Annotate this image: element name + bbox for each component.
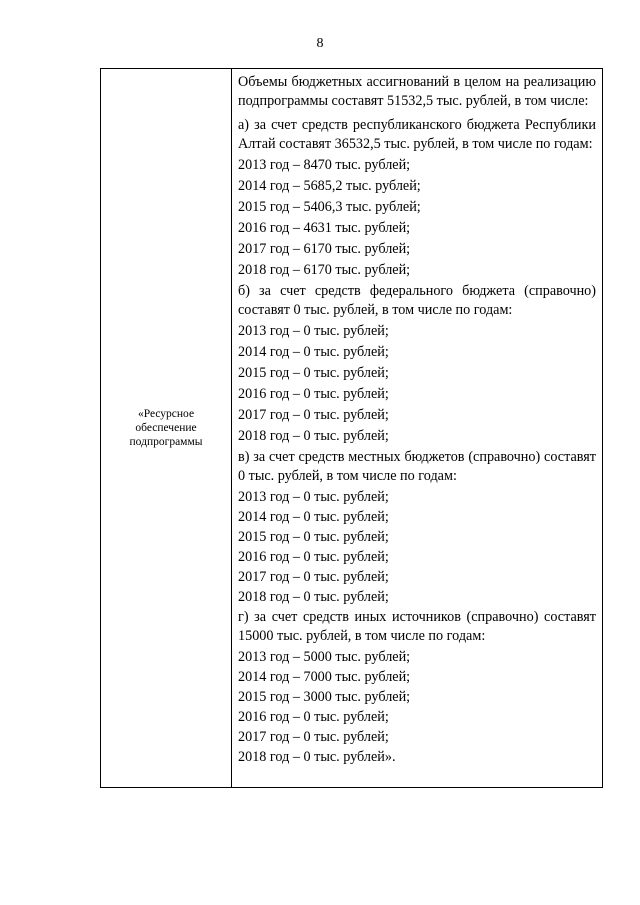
year-line: 2017 год – 0 тыс. рублей; xyxy=(238,569,389,585)
section-heading-b: б) за счет средств федерального бюджета (справочно) составят 0 тыс. рублей, в том числе по годам: xyxy=(238,283,596,318)
year-line: 2014 год – 5685,2 тыс. рублей; xyxy=(238,178,421,194)
section-heading-a: а) за счет средств республиканского бюджета Республики Алтай составят 36532,5 тыс. рублей, в том числе по годам: xyxy=(238,117,596,152)
year-line: 2015 год – 5406,3 тыс. рублей; xyxy=(238,199,421,215)
year-line: 2013 год – 0 тыс. рублей; xyxy=(238,323,389,339)
year-list-d xyxy=(238,648,596,767)
intro-paragraph: Объемы бюджетных ассигнований в целом на реализацию подпрограммы составят 51532,5 тыс. рублей, в том числе: xyxy=(238,74,596,109)
year-line: 2018 год – 0 тыс. рублей; xyxy=(238,589,389,605)
year-line: 2014 год – 0 тыс. рублей; xyxy=(238,344,389,360)
section-heading-c: в) за счет средств местных бюджетов (справочно) составят 0 тыс. рублей, в том числе по годам: xyxy=(238,449,596,484)
year-line: 2015 год – 3000 тыс. рублей; xyxy=(238,689,411,705)
content-body xyxy=(232,69,602,767)
table-row xyxy=(101,69,603,788)
year-line: 2017 год – 0 тыс. рублей; xyxy=(238,407,389,423)
year-list-b xyxy=(238,322,596,446)
year-line: 2017 год – 0 тыс. рублей; xyxy=(238,729,389,745)
year-line: 2016 год – 4631 тыс. рублей; xyxy=(238,220,411,236)
year-line: 2018 год – 0 тыс. рублей; xyxy=(238,428,389,444)
label-cell xyxy=(101,69,232,788)
resource-table xyxy=(100,68,603,788)
year-line: 2017 год – 6170 тыс. рублей; xyxy=(238,241,411,257)
year-line: 2014 год – 7000 тыс. рублей; xyxy=(238,669,411,685)
year-line: 2016 год – 0 тыс. рублей; xyxy=(238,709,389,725)
year-line: 2013 год – 8470 тыс. рублей; xyxy=(238,157,411,173)
year-line: 2018 год – 6170 тыс. рублей; xyxy=(238,262,411,278)
year-line: 2016 год – 0 тыс. рублей; xyxy=(238,386,389,402)
year-line: 2016 год – 0 тыс. рублей; xyxy=(238,549,389,565)
content-cell xyxy=(232,69,603,788)
year-line: 2015 год – 0 тыс. рублей; xyxy=(238,365,389,381)
year-line: 2014 год – 0 тыс. рублей; xyxy=(238,509,389,525)
year-line: 2013 год – 0 тыс. рублей; xyxy=(238,489,389,505)
row-label: «Ресурсное обеспечение подпрограммы xyxy=(129,408,203,448)
page-number: 8 xyxy=(316,36,324,51)
year-line: 2013 год – 5000 тыс. рублей; xyxy=(238,649,411,665)
year-list-c xyxy=(238,488,596,607)
section-heading-d: г) за счет средств иных источников (справочно) составят 15000 тыс. рублей, в том числе по годам: xyxy=(238,609,596,644)
year-line: 2015 год – 0 тыс. рублей; xyxy=(238,529,389,545)
year-list-a xyxy=(238,156,596,280)
year-line: 2018 год – 0 тыс. рублей». xyxy=(238,749,396,765)
